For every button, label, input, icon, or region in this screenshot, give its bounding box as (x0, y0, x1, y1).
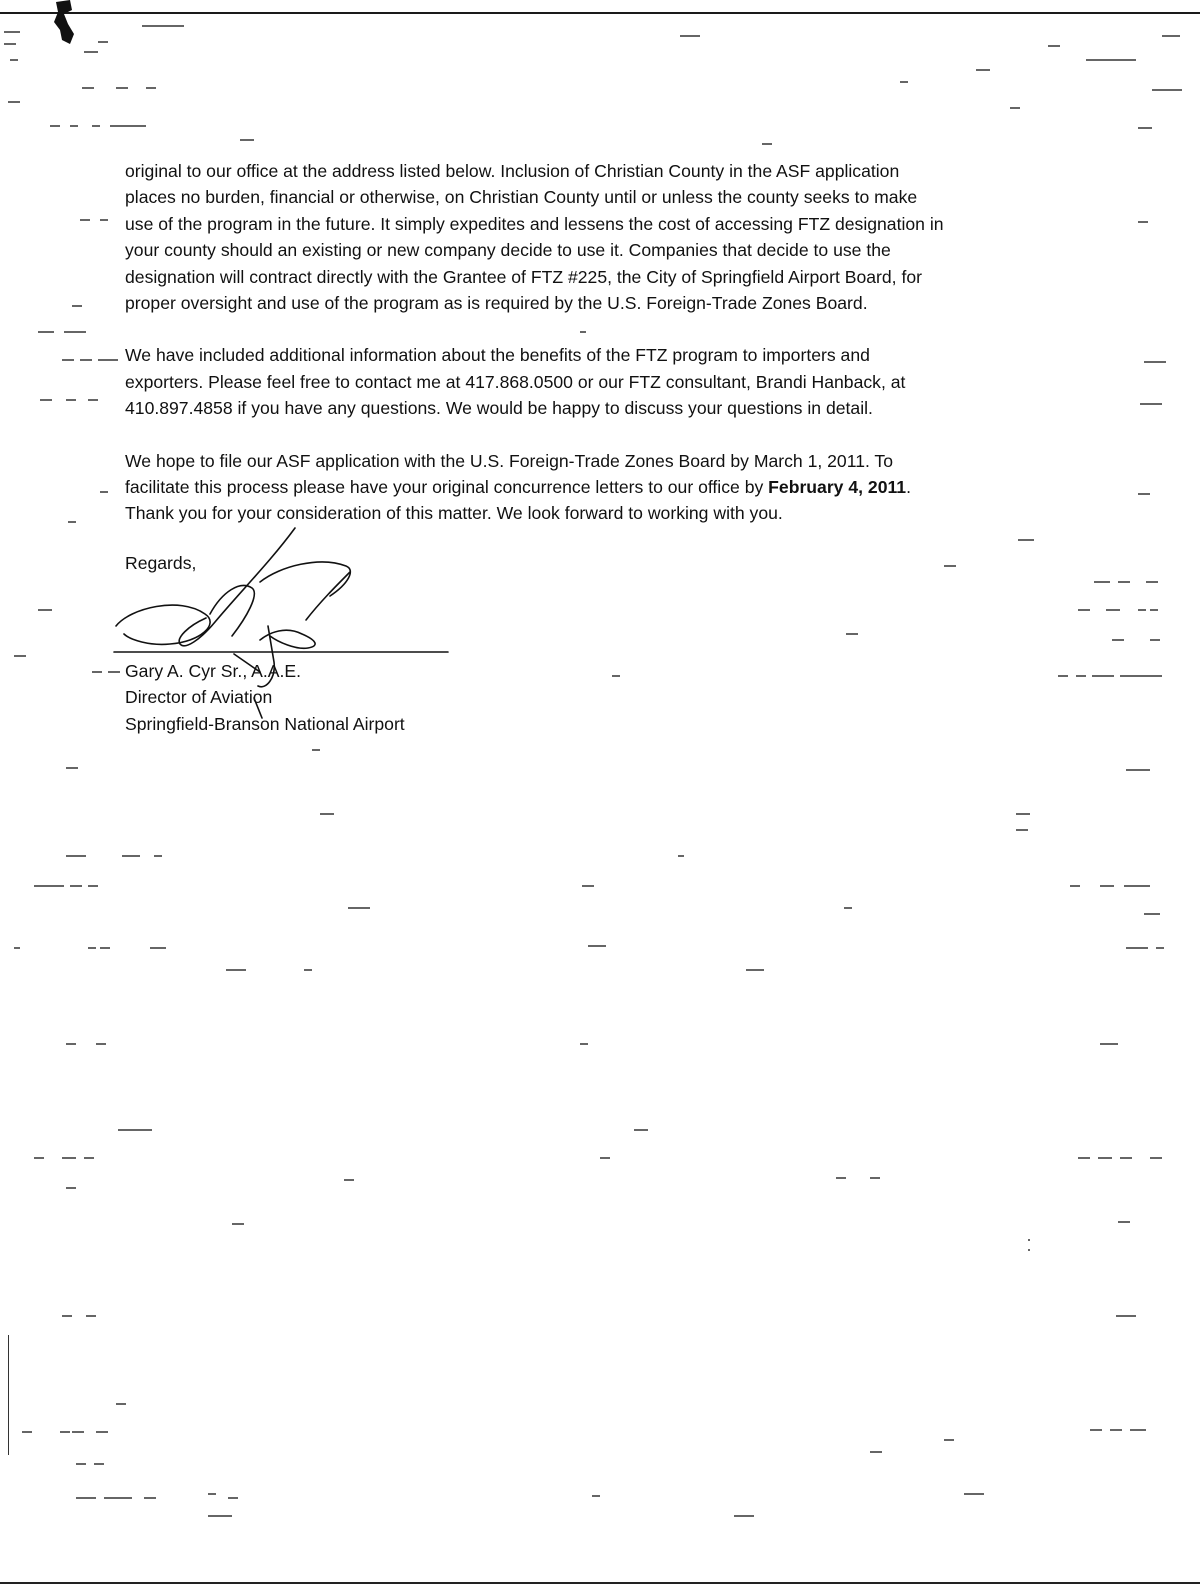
closing-salutation: Regards, (125, 553, 197, 573)
signer-title: Director of Aviation (125, 687, 273, 708)
signer-name: Gary A. Cyr Sr., A.A.E. (125, 661, 301, 681)
deadline-text-after: . Thank you for your consideration of this matter. We look forward to working with you. (125, 477, 911, 524)
paragraph-contact-info: We have included additional information about the benefits of the FTZ program to importers and exporters. Please feel free to contact me at 417.868.0500 or our FTZ consultant, Brandi Hanback, at 410.897.4858 if you have any questions. We would be happy to discuss your questions in detail. (125, 345, 906, 419)
deadline-date: February 4, 2011 (768, 477, 907, 498)
deadline-text-before: We hope to file our ASF application with the U.S. Foreign-Trade Zones Board by March 1, 2011. To facilitate this process please have your original concurrence letters to our office by (125, 450, 894, 498)
signer-organization: Springfield-Branson National Airport (125, 713, 405, 734)
paragraph-filing-deadline (125, 448, 1055, 527)
paragraph-ftz-inclusion: original to our office at the address listed below. Inclusion of Christian County in the ASF application places no burden, financial or otherwise, on Christian County until or unless the county seeks to make use of the program in the future. It simply expedites and lessens the cost of accessing FTZ designation in your county should an existing or new company decide to use it. Companies that decide to use the designation will contract directly with the Grantee of FTZ #225, the City of Springfield Airport Board, for proper oversight and use of the program as is required by the U.S. Foreign-Trade Zones Board. (125, 161, 944, 314)
signature-block (125, 658, 405, 737)
letter-body (125, 158, 1055, 553)
